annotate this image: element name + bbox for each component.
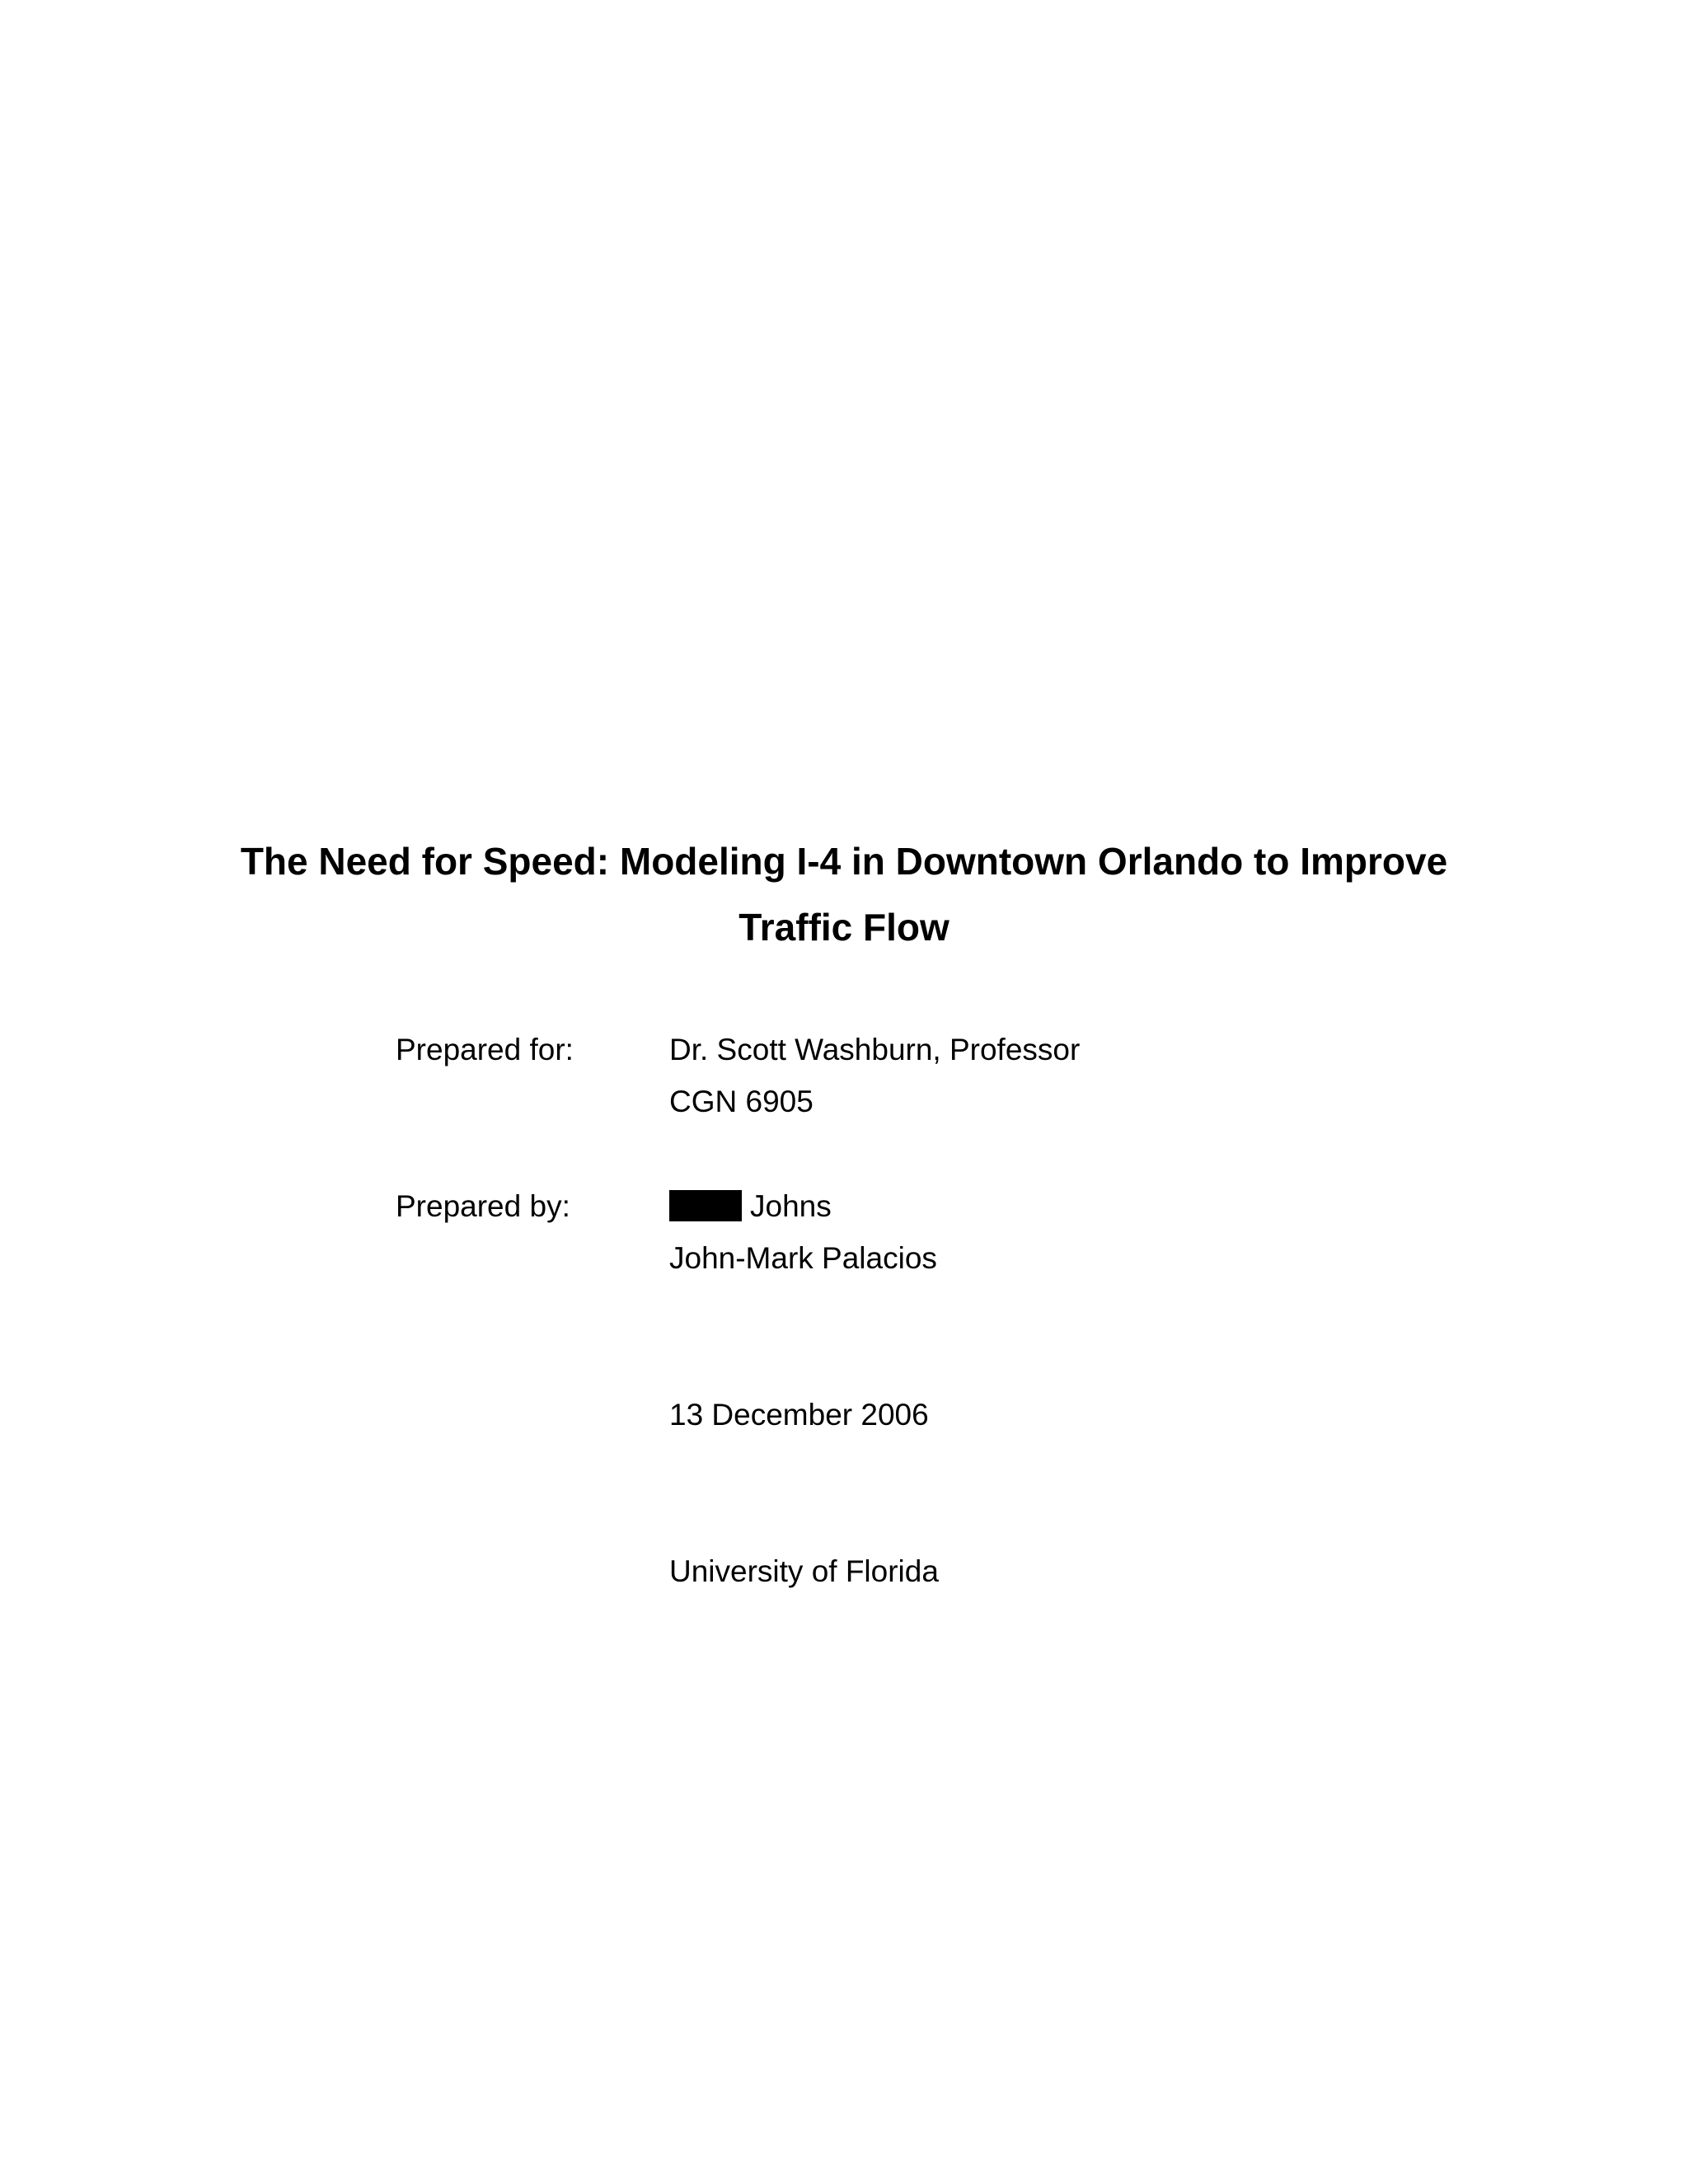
title-line-1: The Need for Speed: Modeling I-4 in Downtown Orlando to Improve	[240, 840, 1448, 883]
document-date: 13 December 2006	[669, 1398, 929, 1432]
course-code: CGN 6905	[669, 1085, 814, 1118]
institution: University of Florida	[669, 1554, 939, 1588]
title-line-2: Traffic Flow	[738, 906, 950, 949]
author-1	[669, 1188, 832, 1225]
prepared-for-label: Prepared for:	[396, 1033, 574, 1066]
author-2: John-Mark Palacios	[669, 1241, 937, 1275]
author-1-surname: Johns	[750, 1189, 832, 1223]
prepared-by-label: Prepared by:	[396, 1189, 570, 1223]
document-title	[165, 828, 1523, 960]
redaction-box	[669, 1190, 742, 1221]
recipient-name: Dr. Scott Washburn, Professor	[669, 1033, 1081, 1066]
